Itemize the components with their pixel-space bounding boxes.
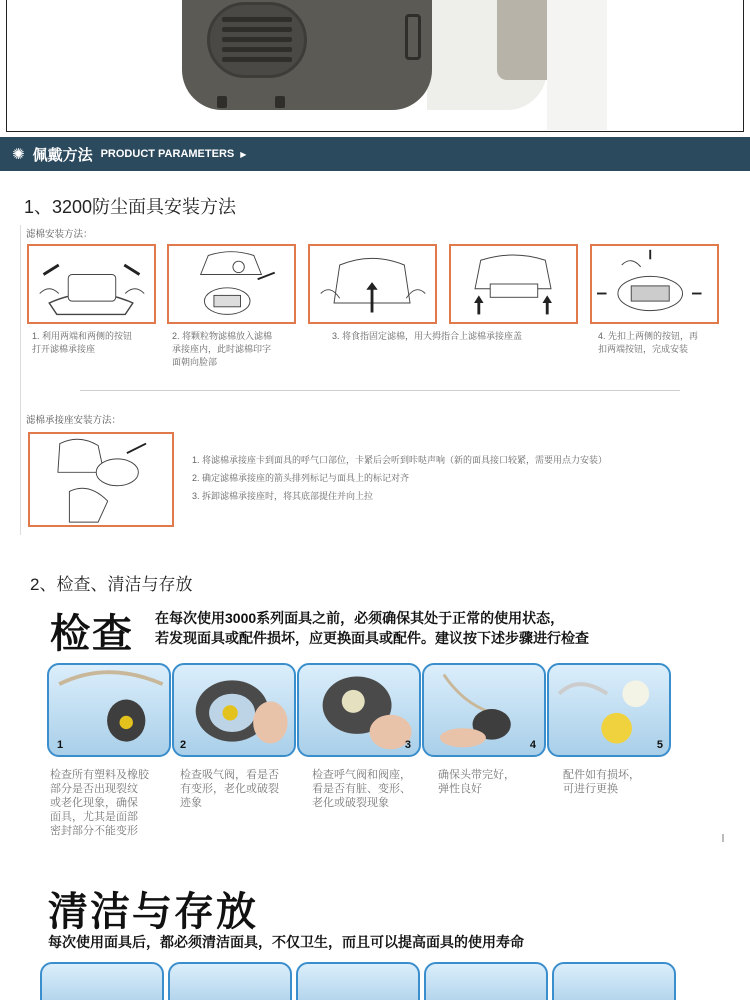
holder-step-3: 3. 拆卸滤棉承接座时，将其底部提住并向上拉: [192, 491, 374, 501]
clean-intro: 每次使用面具后，都必须清洁面具，不仅卫生，而且可以提高面具的使用寿命: [48, 934, 524, 950]
exhalation-valve: [207, 2, 307, 78]
holder-illustration: [28, 432, 174, 527]
step-4-illustration: [449, 244, 578, 324]
check-heading: 2、检查、清洁与存放: [30, 575, 193, 594]
holder-step-1: 1. 将滤棉承接座卡到面具的呼气口部位，卡紧后会听到咔哒声响（新的面具接口较紧，需要用点力安装）: [192, 455, 608, 465]
holder-step-2: 2. 确定滤棉承接座的箭头排列标记与面具上的标记对齐: [192, 473, 410, 483]
clean-photo-4: [424, 962, 548, 1000]
step-5-illustration: [590, 244, 719, 324]
check-caption-5: 配件如有损坏， 可进行更换: [563, 769, 640, 795]
check-caption-4: 确保头带完好， 弹性良好: [438, 769, 515, 795]
check-caption-3: 检查呼气阀和阀座， 看是否有脏、变形、 老化或破裂现象: [312, 769, 411, 809]
check-photo-1: 1: [47, 663, 171, 757]
check-photo-4: 4: [422, 663, 546, 757]
install-heading: 1、3200防尘面具安装方法: [24, 197, 237, 217]
triangle-right-icon: ▶: [240, 149, 247, 159]
step-1-caption: 1. 利用两端和两侧的按钮 打开滤棉承接座: [32, 331, 133, 354]
check-intro-line-1: 在每次使用3000系列面具之前，必须确保其处于正常的使用状态，: [155, 610, 565, 626]
section-header-bar: [0, 137, 750, 171]
mannequin-head: [547, 0, 607, 130]
check-photo-2: 2: [172, 663, 296, 757]
product-photo: [6, 0, 744, 132]
step-3-caption: 3. 将食指固定滤棉，用大拇指合上滤棉承接座盖: [332, 331, 523, 341]
step-2-caption: 2. 将颗粒物滤棉放入滤棉 承接座内，此时滤棉印字 面朝向脸部: [172, 331, 273, 367]
clean-photo-1: [40, 962, 164, 1000]
check-photo-5: 5: [547, 663, 671, 757]
filter-install-label: 滤棉安装方法：: [26, 229, 93, 240]
check-caption-2: 检查吸气阀，看是否 有变形，老化或破裂 迹象: [180, 769, 279, 809]
step-1-illustration: [27, 244, 156, 324]
strap-clip: [405, 14, 421, 60]
gear-icon: ✺: [12, 146, 25, 163]
step-2-illustration: [167, 244, 296, 324]
clean-title: 清洁与存放: [48, 890, 258, 934]
step-4-caption: 4. 先扣上两侧的按钮，再 扣两端按钮，完成安装: [598, 331, 699, 354]
check-intro-line-2: 若发现面具或配件损坏，应更换面具或配件。建议按下述步骤进行检查: [155, 630, 589, 646]
check-caption-1: 检查所有塑料及橡胶 部分是否出现裂纹 或老化现象，确保 面具，尤其是面部 密封部分不能变形: [50, 769, 149, 837]
clean-photo-3: [296, 962, 420, 1000]
step-3-illustration: [308, 244, 437, 324]
clean-photo-2: [168, 962, 292, 1000]
holder-install-label: 滤棉承接座安装方法：: [26, 415, 122, 426]
section-title-cn: 佩戴方法: [32, 146, 93, 164]
section-title-en: PRODUCT PARAMETERS: [100, 148, 235, 160]
check-title: 检查: [50, 612, 134, 656]
clean-photo-5: [552, 962, 676, 1000]
check-photo-3: 3: [297, 663, 421, 757]
